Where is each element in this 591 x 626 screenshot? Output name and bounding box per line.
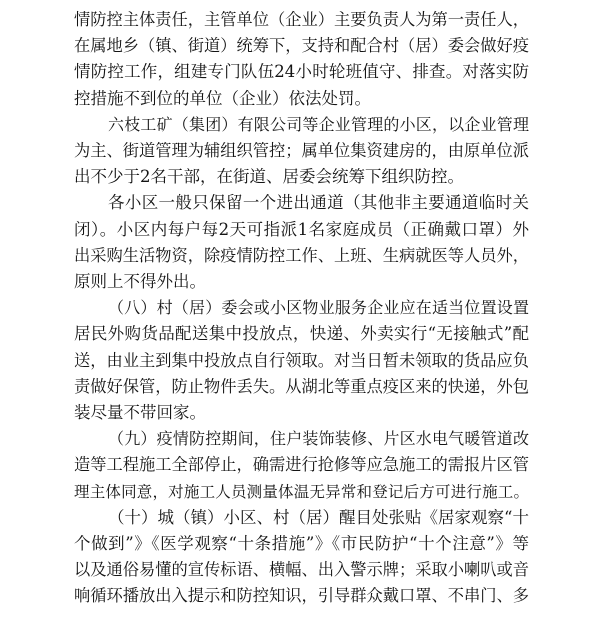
text-line: 出采购生活物资，除疫情防控工作、上班、生病就医等人员外， — [74, 245, 529, 265]
text-line: 各小区一般只保留一个进出通道（其他非主要通道临时关 — [108, 193, 529, 213]
text-line: 装尽量不带回家。 — [74, 403, 206, 422]
text-line: 送，由业主到集中投放点自行领取。对当日暂未领取的货品应负 — [74, 350, 529, 370]
text-line: 控措施不到位的单位（企业）依法处罚。 — [74, 88, 371, 108]
text-line: 责做好保管，防止物件丢失。从湖北等重点疫区来的快递，外包 — [74, 376, 529, 396]
text-line: 居民外购货品配送集中投放点，快递、外卖实行“无接触式”配 — [74, 324, 529, 344]
text-line: 在属地乡（镇、街道）统筹下，支持和配合村（居）委会做好疫 — [74, 36, 529, 56]
text-line: 理主体同意，对施工人员测量体温无异常和登记后方可进行施工。 — [74, 482, 529, 501]
text-line: （十）城（镇）小区、村（居）醒目处张贴《居家观察“十 — [108, 507, 529, 527]
text-line: 个做到”》《医学观察“十条措施”》《市民防护“十个注意”》等 — [74, 534, 529, 553]
text-line: 出不少于2名干部，在街道、居委会统筹下组织防控。 — [74, 167, 464, 187]
text-line: 为主、街道管理为辅组织管控；属单位集资建房的，由原单位派 — [74, 141, 529, 160]
text-line: （八）村（居）委会或小区物业服务企业应在适当位置设置 — [108, 298, 529, 318]
text-line: 响循环播放出入提示和防控知识，引导群众戴口罩、不串门、多 — [74, 586, 529, 606]
text-line: 以及通俗易懂的宣传标语、横幅、出入警示牌；采取小喇叭或音 — [74, 560, 529, 580]
text-line: 情防控工作，组建专门队伍24小时轮班值守、排查。对落实防 — [74, 62, 529, 82]
text-line: 六枝工矿（集团）有限公司等企业管理的小区，以企业管理 — [108, 114, 529, 134]
text-line: 情防控主体责任，主管单位（企业）主要负责人为第一责任人， — [74, 10, 529, 29]
text-line: 原则上不得外出。 — [74, 272, 206, 291]
text-line: （九）疫情防控期间，住户装饰装修、片区水电气暖管道改 — [108, 429, 529, 449]
text-line: 闭）。小区内每户每2天可指派1名家庭成员（正确戴口罩）外 — [74, 219, 529, 239]
text-line: 造等工程施工全部停止，确需进行抢修等应急施工的需报片区管 — [74, 455, 529, 475]
